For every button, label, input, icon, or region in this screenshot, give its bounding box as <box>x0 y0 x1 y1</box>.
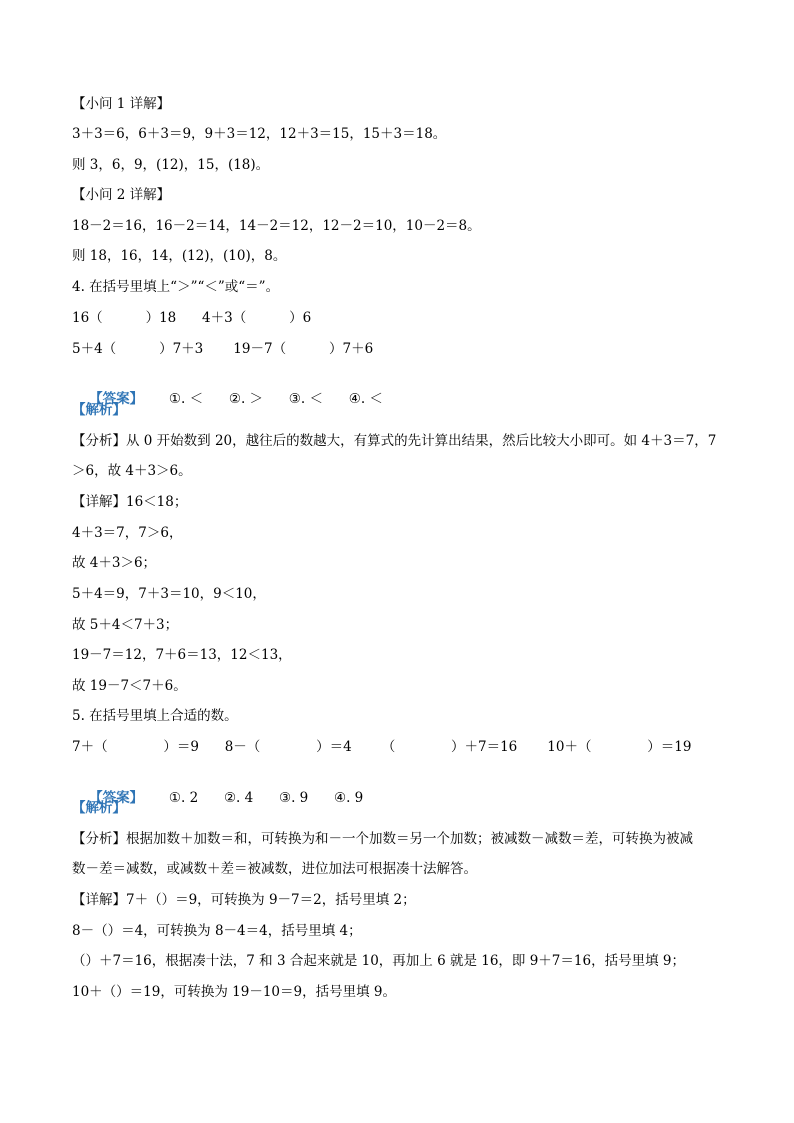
detail-line: 5＋4＝9，7＋3＝10，9＜10， <box>72 586 266 602</box>
detail-line: 8－（）＝4，可转换为 8－4＝4，括号里填 4； <box>72 923 362 939</box>
question-5-title: 5. 在括号里填上合适的数。 <box>72 708 238 724</box>
detail-line: 故 5＋4＜7＋3； <box>72 617 179 633</box>
answer-label: 【答案】 <box>89 790 144 806</box>
answer-label: 【答案】 <box>89 391 144 407</box>
question-4-title: 4. 在括号里填上“＞”“＜”或“＝”。 <box>72 279 280 295</box>
detail-line: 4＋3＝7，7＞6， <box>72 525 183 541</box>
text-line: 则 3，6，9，(12)，15，(18)。 <box>72 157 270 173</box>
detail-line: 【详解】16＜18； <box>72 494 188 510</box>
question-4-row-2: 5＋4（ ）7＋3 19－7（ ）7＋6 <box>72 341 374 357</box>
sub-question-2-heading: 【小问 2 详解】 <box>72 187 171 203</box>
question-4-row-1: 16（ ）18 4＋3（ ）6 <box>72 310 312 326</box>
text-line: 18－2＝16，16－2＝14，14－2＝12，12－2＝10，10－2＝8。 <box>72 218 481 234</box>
analysis-label: 【解析】 <box>72 402 126 418</box>
detail-line: 故 4＋3＞6； <box>72 555 157 571</box>
text-line: 3＋3＝6，6＋3＝9，9＋3＝12，12＋3＝15，15＋3＝18。 <box>72 126 447 142</box>
text-line: 则 18，16，14，(12)，(10)，8。 <box>72 248 287 264</box>
detail-line: 10＋（）＝19，可转换为 19－10＝9，括号里填 9。 <box>72 984 396 1000</box>
analysis-label: 【解析】 <box>72 800 126 816</box>
question-5-row: 7＋（ ）＝9 8－（ ）＝4 （ ）＋7＝16 10＋（ ）＝19 <box>72 739 692 755</box>
analysis-text: 【分析】从 0 开始数到 20，越往后的数越大，有算式的先计算出结果，然后比较大小即可。如 4＋3＝7，7 <box>72 433 717 449</box>
answer-row-4 <box>72 369 383 429</box>
answer-values: ①. 2 ②. 4 ③. 9 ④. 9 <box>168 790 364 806</box>
answer-values: ①. ＜ ②. ＞ ③. ＜ ④. ＜ <box>168 391 383 407</box>
detail-line: 19－7＝12，7＋6＝13，12＜13， <box>72 647 292 663</box>
analysis-text: 数－差＝减数，或减数＋差＝被减数，进位加法可根据凑十法解答。 <box>72 861 477 877</box>
analysis-text: 【分析】根据加数＋加数＝和，可转换为和－一个加数＝另一个加数；被减数－减数＝差，可转换为被减 <box>72 831 693 847</box>
detail-line: （）＋7＝16，根据凑十法，7 和 3 合起来就是 10，再加上 6 就是 16，即 9＋7＝16，括号里填 9； <box>72 953 685 969</box>
detail-line: 故 19－7＜7＋6。 <box>72 678 187 694</box>
analysis-text: ＞6，故 4＋3＞6。 <box>72 463 192 479</box>
detail-line: 【详解】7＋（）＝9，可转换为 9－7＝2，括号里填 2； <box>72 892 416 908</box>
sub-question-1-heading: 【小问 1 详解】 <box>72 96 171 112</box>
